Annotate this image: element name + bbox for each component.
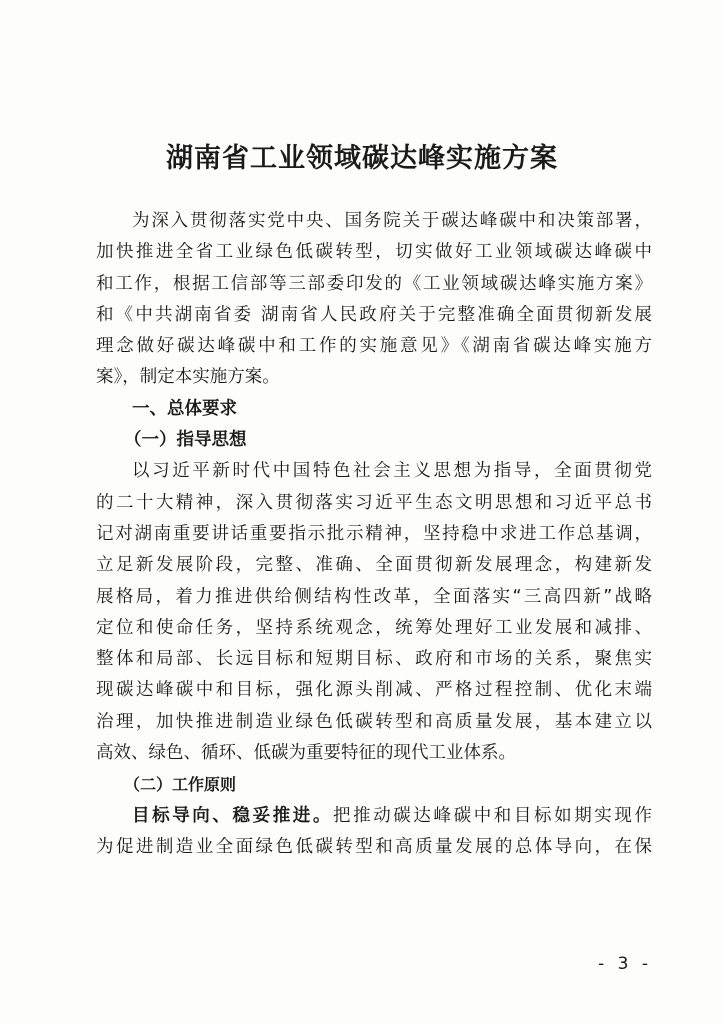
text-line <box>96 801 652 832</box>
text-line: 和工作，根据工信部等三部委印发的《工业领域碳达峰实施方案》 <box>96 273 652 294</box>
text-line: 展格局，着力推进供给侧结构性改革，全面落实“三高四新”战略 <box>96 586 652 607</box>
text-line: 记对湖南重要讲话重要指示批示精神，坚持稳中求进工作总基调， <box>96 523 652 544</box>
subsection-heading: （二）工作原则 <box>124 775 237 795</box>
text-line: 和《中共湖南省委 湖南省人民政府关于完整准确全面贯彻新发展 <box>96 304 652 325</box>
page-number: - 3 - <box>598 954 652 974</box>
text-line: 的二十大精神，深入贯彻落实习近平生态文明思想和习近平总书 <box>96 492 652 513</box>
text-line: 加快推进全省工业绿色低碳转型，切实做好工业领域碳达峰碳中 <box>96 242 652 263</box>
intro-paragraph <box>96 206 652 394</box>
text-line: 理念做好碳达峰碳中和工作的实施意见》《湖南省碳达峰实施方 <box>96 336 652 357</box>
text-line: 为深入贯彻落实党中央、国务院关于碳达峰碳中和决策部署， <box>132 211 652 231</box>
text-line: 治理，加快推进制造业绿色低碳转型和高质量发展，基本建立以 <box>96 711 652 732</box>
principle-lead: 目标导向、稳妥推进。 <box>132 805 333 826</box>
guiding-ideology-paragraph <box>96 456 652 769</box>
document-title: 湖南省工业领域碳达峰实施方案 <box>166 143 558 174</box>
section-heading: 一、总体要求 <box>132 398 237 419</box>
text-line: 定位和使命任务，坚持系统观念，统筹处理好工业发展和减排、 <box>96 617 652 638</box>
document-body <box>96 206 652 863</box>
principles-paragraph <box>96 801 652 864</box>
text-line: 案》，制定本实施方案。 <box>96 367 280 388</box>
principle-text: 把推动碳达峰碳中和目标如期实现作 <box>333 805 652 826</box>
text-line: 立足新发展阶段，完整、准确、全面贯彻新发展理念，构建新发 <box>96 555 652 576</box>
text-line: 高效、绿色、循环、低碳为重要特征的现代工业体系。 <box>96 743 516 764</box>
text-line: 现碳达峰碳中和目标，强化源头削减、严格过程控制、优化末端 <box>96 680 652 701</box>
text-line: 以习近平新时代中国特色社会主义思想为指导，全面贯彻党 <box>132 461 652 482</box>
text-line: 为促进制造业全面绿色低碳转型和高质量发展的总体导向，在保 <box>96 836 652 857</box>
subsection-heading: （一）指导思想 <box>124 430 247 451</box>
text-line: 整体和局部、长远目标和短期目标、政府和市场的关系，聚焦实 <box>96 649 652 670</box>
